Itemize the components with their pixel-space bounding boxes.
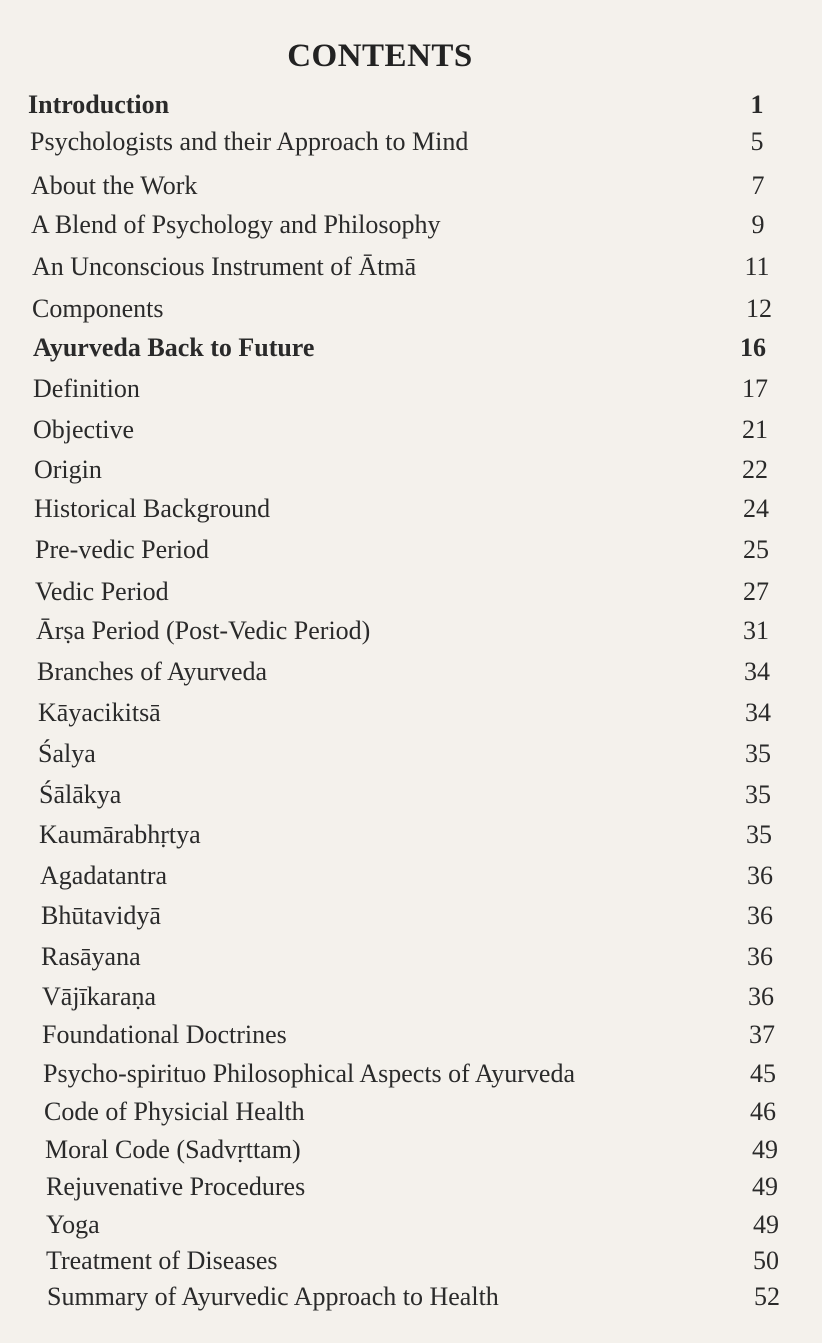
toc-entry-title: About the Work: [31, 171, 198, 200]
toc-entry-title: Historical Background: [34, 494, 271, 523]
toc-entry-page-number: 37: [749, 1020, 775, 1049]
toc-entry-page-number: 24: [743, 494, 769, 523]
toc-entry-title: An Unconscious Instrument of Ātmā: [32, 252, 417, 281]
toc-entry-title: Introduction: [28, 90, 170, 119]
toc-entry-title: Psycho-spirituo Philosophical Aspects of Ayurveda: [43, 1059, 576, 1088]
toc-entry-page-number: 31: [743, 616, 769, 645]
toc-entry-page-number: 50: [753, 1246, 779, 1275]
toc-entry-page-number: 12: [746, 294, 772, 323]
toc-entry-title: Objective: [33, 415, 135, 444]
toc-entry: [34, 492, 822, 526]
toc-entry: [43, 1057, 822, 1091]
toc-entry: [34, 453, 822, 487]
toc-entry-title: Yoga: [46, 1210, 100, 1239]
toc-entry-page-number: 35: [745, 780, 771, 809]
toc-entry-page-number: 46: [750, 1097, 776, 1126]
toc-entry: [44, 1095, 822, 1129]
toc-entry: [46, 1208, 822, 1242]
toc-entry: [38, 737, 822, 771]
toc-entry: [41, 899, 822, 933]
toc-entry: [33, 413, 822, 447]
toc-entry-title: Ayurveda Back to Future: [33, 333, 315, 362]
toc-entry: [31, 208, 822, 242]
toc-entry-title: Kaumārabhṛtya: [39, 820, 201, 849]
toc-entry-title: Rasāyana: [41, 942, 141, 971]
toc-entry-title: Vājīkaraṇa: [42, 982, 157, 1011]
toc-entry-page-number: 36: [747, 901, 773, 930]
toc-entry-page-number: 17: [742, 374, 768, 403]
toc-entry: [42, 980, 822, 1014]
toc-entry: [33, 372, 822, 406]
toc-entry-title: Psychologists and their Approach to Mind: [30, 127, 469, 156]
toc-entry-page-number: 5: [750, 127, 764, 156]
toc-entry: [46, 1170, 822, 1204]
toc-entry: [28, 88, 822, 122]
toc-entry-title: Components: [32, 294, 164, 323]
toc-entry-title: Pre-vedic Period: [35, 535, 210, 564]
toc-entry-page-number: 11: [744, 252, 770, 281]
toc-entry-title: Branches of Ayurveda: [37, 657, 268, 686]
toc-entry: [39, 818, 822, 852]
toc-entry-page-number: 1: [750, 90, 764, 119]
toc-entry-page-number: 49: [752, 1135, 778, 1164]
toc-entry-title: Ārṣa Period (Post-Vedic Period): [36, 616, 371, 645]
toc-entry: [47, 1280, 822, 1314]
toc-entry: [31, 169, 822, 203]
toc-entry: [36, 614, 822, 648]
toc-entry-title: Vedic Period: [35, 577, 169, 606]
toc-entry-page-number: 25: [743, 535, 769, 564]
toc-entry-title: Definition: [33, 374, 140, 403]
toc-entry-page-number: 52: [754, 1282, 780, 1311]
toc-entry: [33, 331, 822, 365]
toc-entry-title: Kāyacikitsā: [38, 698, 161, 727]
toc-entry-title: Śalya: [38, 739, 96, 768]
toc-entry: [42, 1018, 822, 1052]
toc-entry-page-number: 36: [747, 861, 773, 890]
toc-entry-title: Treatment of Diseases: [46, 1246, 278, 1275]
toc-entry: [38, 696, 822, 730]
toc-entry: [45, 1133, 822, 1167]
page-title: CONTENTS: [287, 38, 473, 74]
toc-entry-page-number: 36: [747, 942, 773, 971]
toc-entry-page-number: 35: [745, 739, 771, 768]
toc-entry-page-number: 45: [750, 1059, 776, 1088]
toc-entry: [32, 292, 822, 326]
toc-entry-page-number: 7: [751, 171, 765, 200]
toc-entry: [37, 655, 822, 689]
toc-entry-title: Śālākya: [39, 780, 122, 809]
toc-entry-page-number: 16: [740, 333, 766, 362]
toc-entry-page-number: 27: [743, 577, 769, 606]
toc-entry: [46, 1244, 822, 1278]
toc-entry-page-number: 49: [752, 1172, 778, 1201]
toc-entry-page-number: 34: [745, 698, 771, 727]
toc-entry-page-number: 35: [746, 820, 772, 849]
toc-entry-title: Code of Physicial Health: [44, 1097, 305, 1126]
toc-entry-page-number: 36: [748, 982, 774, 1011]
toc-entry: [30, 125, 822, 159]
toc-entry: [35, 575, 822, 609]
toc-entry-title: Foundational Doctrines: [42, 1020, 287, 1049]
toc-entry-page-number: 34: [744, 657, 770, 686]
toc-entry: [39, 778, 822, 812]
toc-entry-title: Agadatantra: [40, 861, 168, 890]
toc-entry-title: Origin: [34, 455, 102, 484]
toc-entry-page-number: 21: [742, 415, 768, 444]
toc-entry: [41, 940, 822, 974]
toc-entry-title: Moral Code (Sadvṛttam): [45, 1135, 301, 1164]
toc-entry-page-number: 22: [742, 455, 768, 484]
toc-entry-page-number: 49: [753, 1210, 779, 1239]
toc-entry: [35, 533, 822, 567]
toc-entry: [32, 250, 822, 284]
toc-entry-page-number: 9: [751, 210, 765, 239]
toc-entry-title: Bhūtavidyā: [41, 901, 161, 930]
toc-entry: [40, 859, 822, 893]
toc-entry-title: Rejuvenative Procedures: [46, 1172, 306, 1201]
toc-entry-title: Summary of Ayurvedic Approach to Health: [47, 1282, 499, 1311]
toc-entry-title: A Blend of Psychology and Philosophy: [31, 210, 441, 239]
